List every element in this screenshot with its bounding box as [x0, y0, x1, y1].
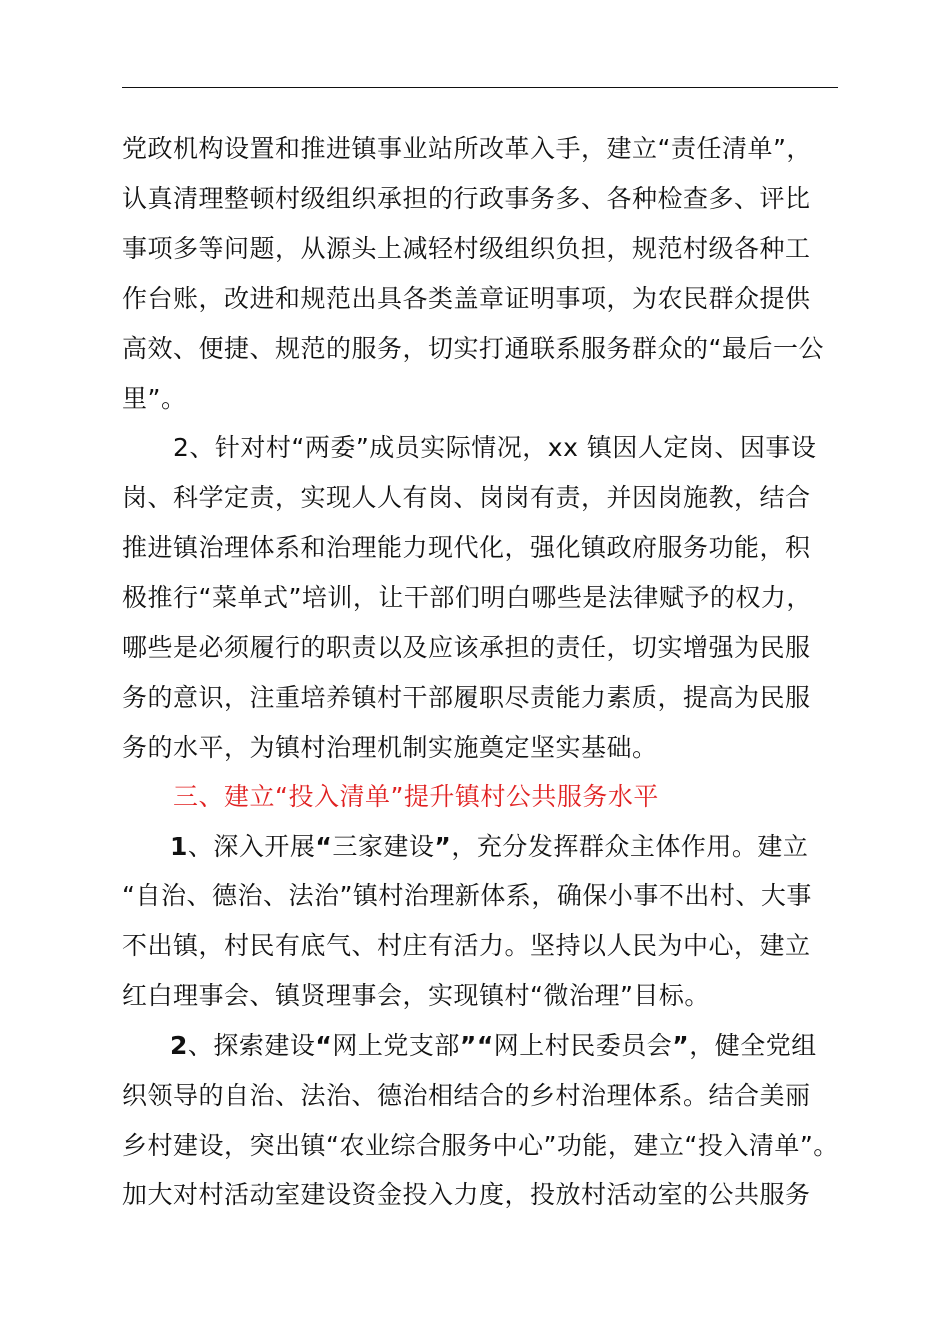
- text-line: 推进镇治理体系和治理能力现代化，强化镇政府服务功能，积: [122, 533, 811, 562]
- text-line: 务的水平，为镇村治理机制实施奠定坚实基础。: [122, 733, 658, 762]
- text-line: 务的意识，注重培养镇村干部履职尽责能力素质，提高为民服: [122, 683, 811, 712]
- text-line: 2、针对村“两委”成员实际情况，xx 镇因人定岗、因事设: [122, 433, 817, 462]
- item2-q1-text: 网上党支部: [332, 1031, 460, 1060]
- text-line: 认真清理整顿村级组织承担的行政事务多、各种检查多、评比: [122, 184, 811, 213]
- item2-q2-close: ”: [672, 1031, 690, 1060]
- text-line: 作台账，改进和规范出具各类盖章证明事项，为农民群众提供: [122, 284, 811, 313]
- item2-first-line: [170, 1021, 900, 1071]
- item1-text-a: 、深入开展: [187, 832, 316, 861]
- text-line: 红白理事会、镇贤理事会，实现镇村“微治理”目标。: [122, 981, 710, 1010]
- text-line: 织领导的自治、法治、德治相结合的乡村治理体系。结合美丽: [122, 1081, 811, 1110]
- text-line: 不出镇，村民有底气、村庄有活力。坚持以人民为中心，建立: [122, 931, 811, 960]
- section-heading: 三、建立“投入清单”提升镇村公共服务水平: [122, 782, 659, 811]
- text-line: “自治、德治、法治”镇村治理新体系，确保小事不出村、大事: [122, 881, 812, 910]
- item2-q2-text: 网上村民委员会: [493, 1031, 673, 1060]
- item1-quote-close: ”: [434, 832, 452, 861]
- text-line: 极推行“菜单式”培训，让干部们明白哪些是法律赋予的权力，: [122, 583, 812, 612]
- item2-q1-close: ”: [459, 1031, 477, 1060]
- item2-q2-open: “: [476, 1031, 494, 1060]
- text-line: 加大对村活动室建设资金投入力度，投放村活动室的公共服务: [122, 1180, 811, 1209]
- header-rule: [122, 87, 838, 88]
- item2-number: 2: [170, 1031, 188, 1060]
- text-line: 乡村建设，突出镇“农业综合服务中心”功能，建立“投入清单”。: [122, 1131, 839, 1160]
- item1-text-b: 三家建设: [332, 832, 435, 861]
- item1-first-line: [170, 822, 900, 872]
- text-line: 事项多等问题，从源头上减轻村级组织负担，规范村级各种工: [122, 234, 811, 263]
- item2-q1-open: “: [315, 1031, 333, 1060]
- item2-text-a: 、探索建设: [187, 1031, 316, 1060]
- item2-text-c: ，健全党组: [689, 1031, 817, 1060]
- item1-number: 1: [170, 832, 188, 861]
- text-line: 党政机构设置和推进镇事业站所改革入手，建立“责任清单”，: [122, 134, 812, 163]
- text-line: 里”。: [122, 384, 187, 413]
- text-line: 岗、科学定责，实现人人有岗、岗岗有责，并因岗施教，结合: [122, 483, 811, 512]
- item1-text-c: ，充分发挥群众主体作用。建立: [451, 832, 809, 861]
- item1-quote-open: “: [315, 832, 333, 861]
- text-line: 哪些是必须履行的职责以及应该承担的责任，切实增强为民服: [122, 633, 811, 662]
- text-line: 高效、便捷、规范的服务，切实打通联系服务群众的“最后一公: [122, 334, 824, 363]
